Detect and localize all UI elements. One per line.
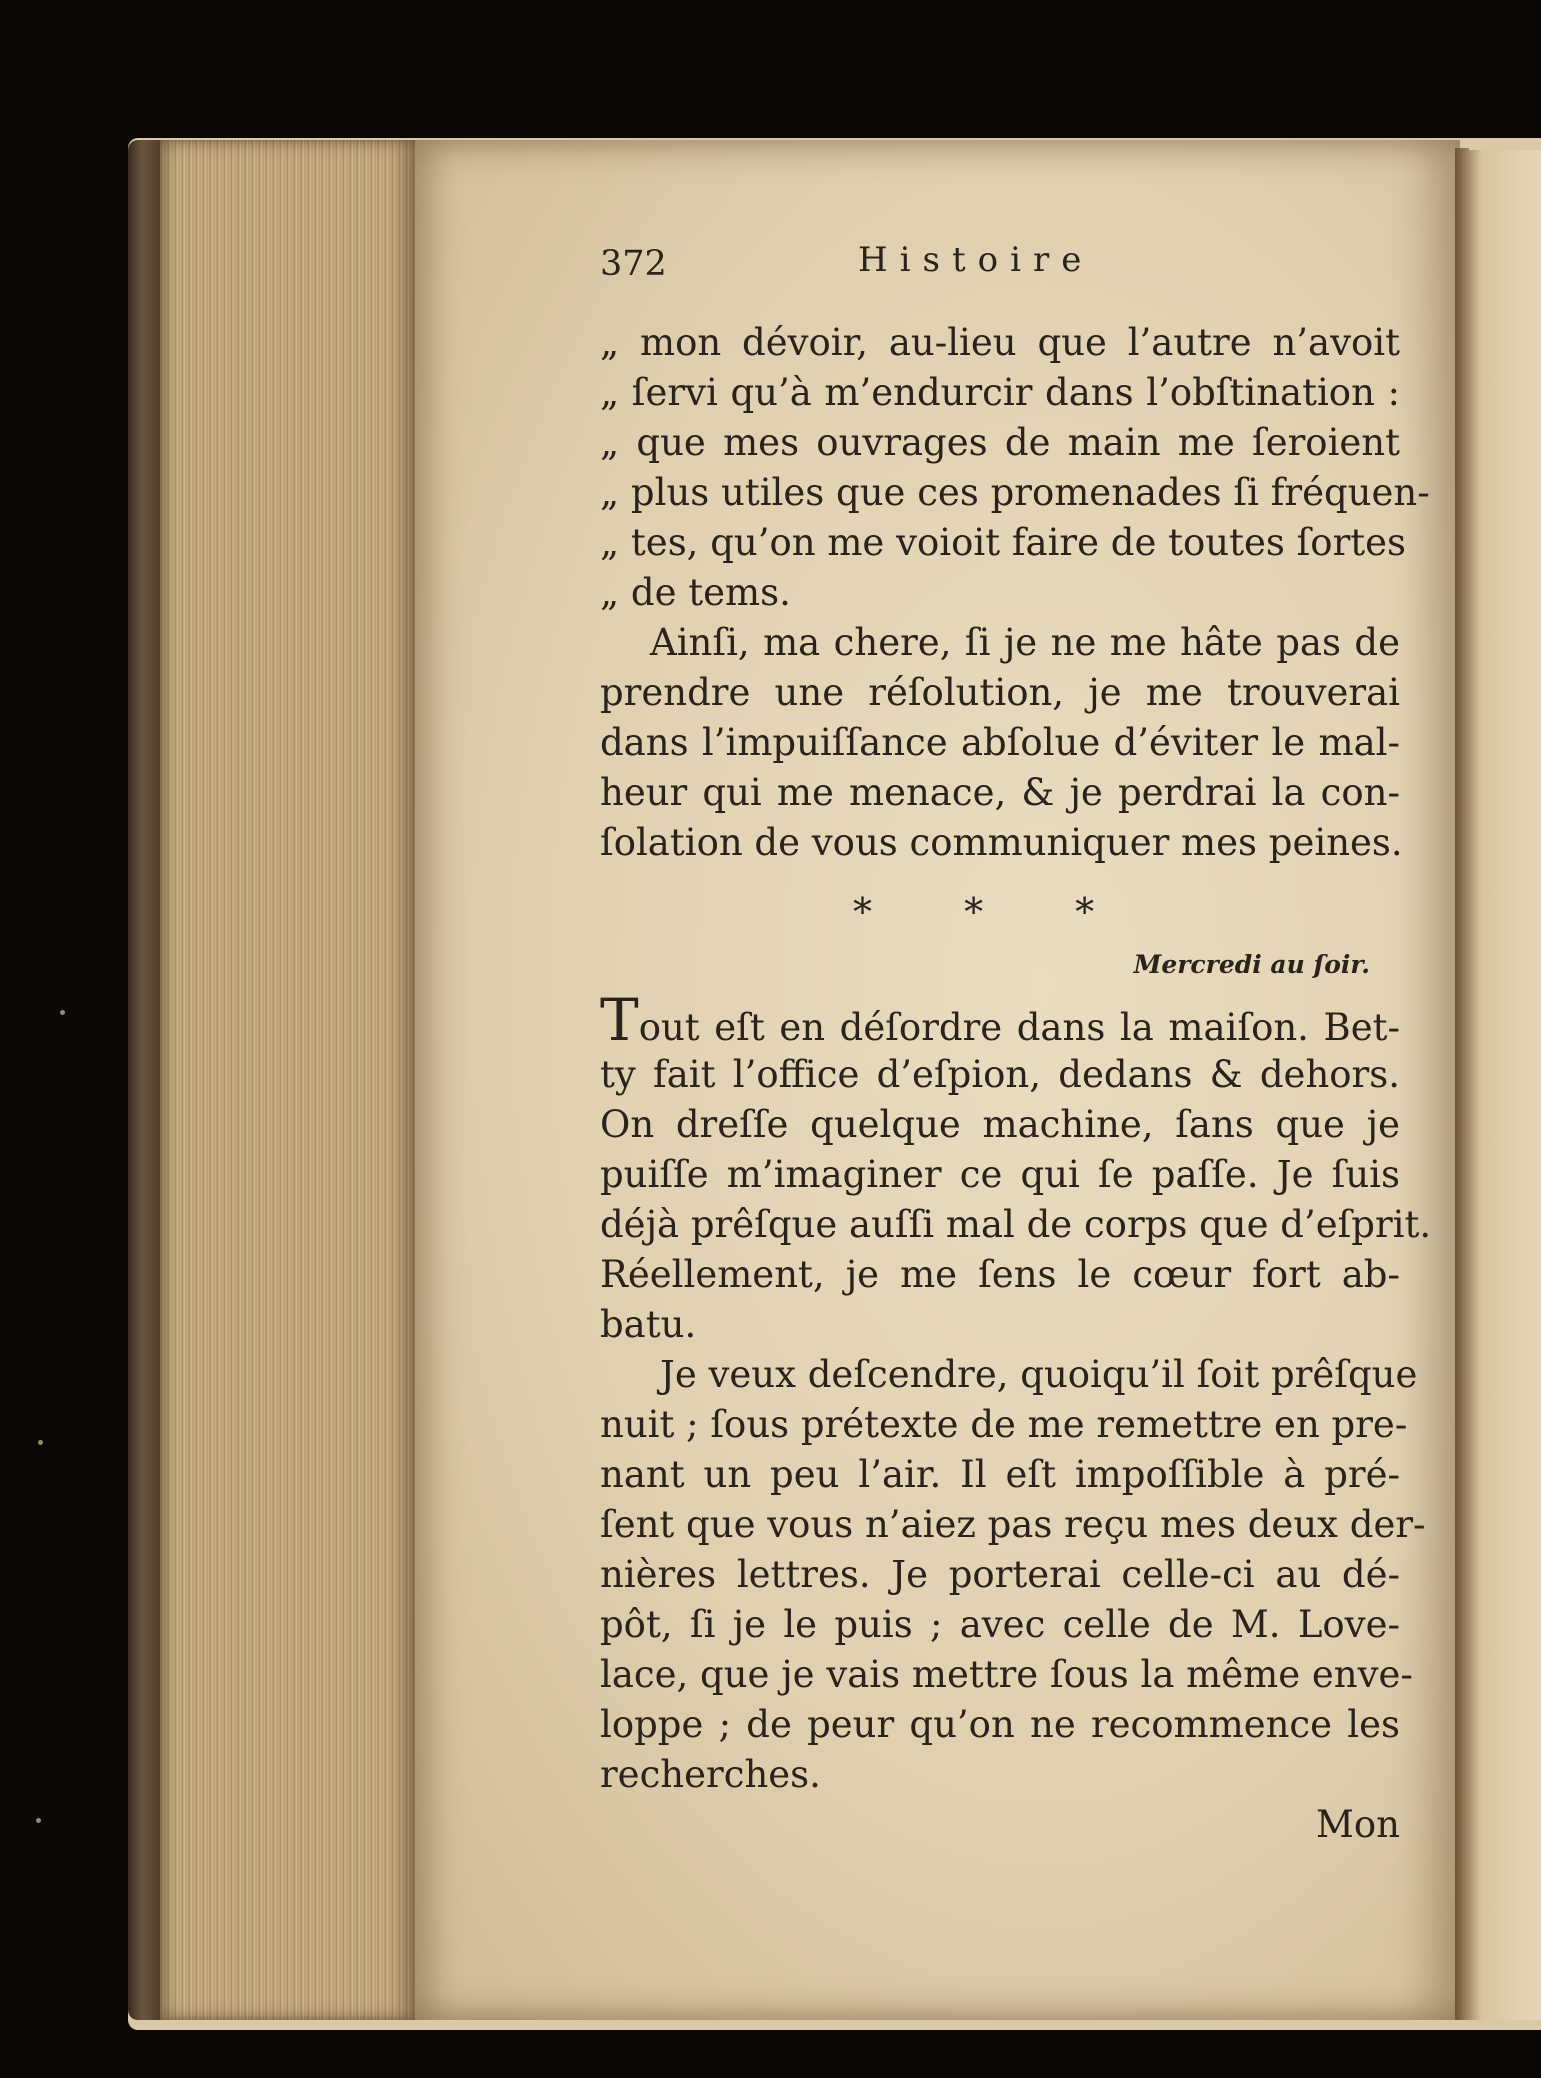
text-line: „ plus utiles que ces promenades ſi fréquen- bbox=[600, 471, 1430, 514]
book-spine-edge bbox=[128, 140, 164, 2020]
text-line: ſolation de vous communiquer mes peines. bbox=[600, 821, 1403, 864]
text-line: On dreſſe quelque machine, ſans que je bbox=[600, 1103, 1400, 1146]
text-line: déjà prêſque auſſi mal de corps que d’eſprit. bbox=[600, 1203, 1432, 1246]
text-line: batu. bbox=[600, 1303, 697, 1346]
catchword: Mon bbox=[1316, 1803, 1400, 1846]
text-line: recherches. bbox=[600, 1753, 821, 1796]
text-line: nières lettres. Je porterai celle-ci au dé- bbox=[600, 1553, 1400, 1596]
page-number: 372 bbox=[600, 244, 667, 284]
text-line: Réellement, je me ſens le cœur fort ab- bbox=[600, 1253, 1400, 1296]
text-line: pôt, ſi je le puis ; avec celle de M. Love- bbox=[600, 1603, 1400, 1646]
drop-letter: T bbox=[600, 986, 639, 1054]
text-line: „ de tems. bbox=[600, 571, 791, 614]
text-line: heur qui me menace, & je perdrai la con- bbox=[600, 771, 1400, 814]
text-line: „ mon dévoir, au-lieu que l’autre n’avoit bbox=[600, 321, 1400, 364]
text-line: nuit ; ſous prétexte de me remettre en pre- bbox=[600, 1403, 1408, 1446]
text-line: Je veux deſcendre, quoiqu’il ſoit prêſque bbox=[660, 1353, 1418, 1396]
text-line-first bbox=[600, 986, 1400, 1054]
page-header bbox=[600, 240, 1400, 290]
text-line: ſent que vous n’aiez pas reçu mes deux der- bbox=[600, 1503, 1426, 1546]
text-line: dans l’impuiſſance abſolue d’éviter le mal- bbox=[600, 721, 1400, 764]
text-line: prendre une réſolution, je me trouverai bbox=[600, 671, 1400, 714]
text-line-first-rest: out eſt en déſordre dans la maiſon. Bet- bbox=[638, 1006, 1400, 1049]
dust-speck bbox=[60, 1010, 65, 1015]
text-line: ty fait l’office d’eſpion, dedans & dehors. bbox=[600, 1053, 1400, 1096]
dust-speck bbox=[38, 1440, 43, 1445]
running-title: Histoire bbox=[858, 240, 1094, 280]
text-line: nant un peu l’air. Il eſt impoſſible à pré- bbox=[600, 1453, 1400, 1496]
text-line: loppe ; de peur qu’on ne recommence les bbox=[600, 1703, 1400, 1746]
text-line: Ainſi, ma chere, ſi je ne me hâte pas de bbox=[650, 621, 1400, 664]
section-separator: * * * bbox=[853, 890, 1095, 934]
dust-speck bbox=[36, 1818, 41, 1823]
facing-page bbox=[1462, 150, 1541, 2020]
dateline: Mercredi au ſoir. bbox=[1133, 950, 1370, 979]
text-line: „ que mes ouvrages de main me ſeroient bbox=[600, 421, 1400, 464]
text-line: puiſſe m’imaginer ce qui ſe paſſe. Je ſuis bbox=[600, 1153, 1400, 1196]
text-line: „ tes, qu’on me voioit faire de toutes ſortes bbox=[600, 521, 1407, 564]
text-line: „ ſervi qu’à m’endurcir dans l’obſtination : bbox=[600, 371, 1400, 414]
page-edges bbox=[160, 140, 415, 2020]
text-line: lace, que je vais mettre ſous la même enve- bbox=[600, 1653, 1413, 1696]
